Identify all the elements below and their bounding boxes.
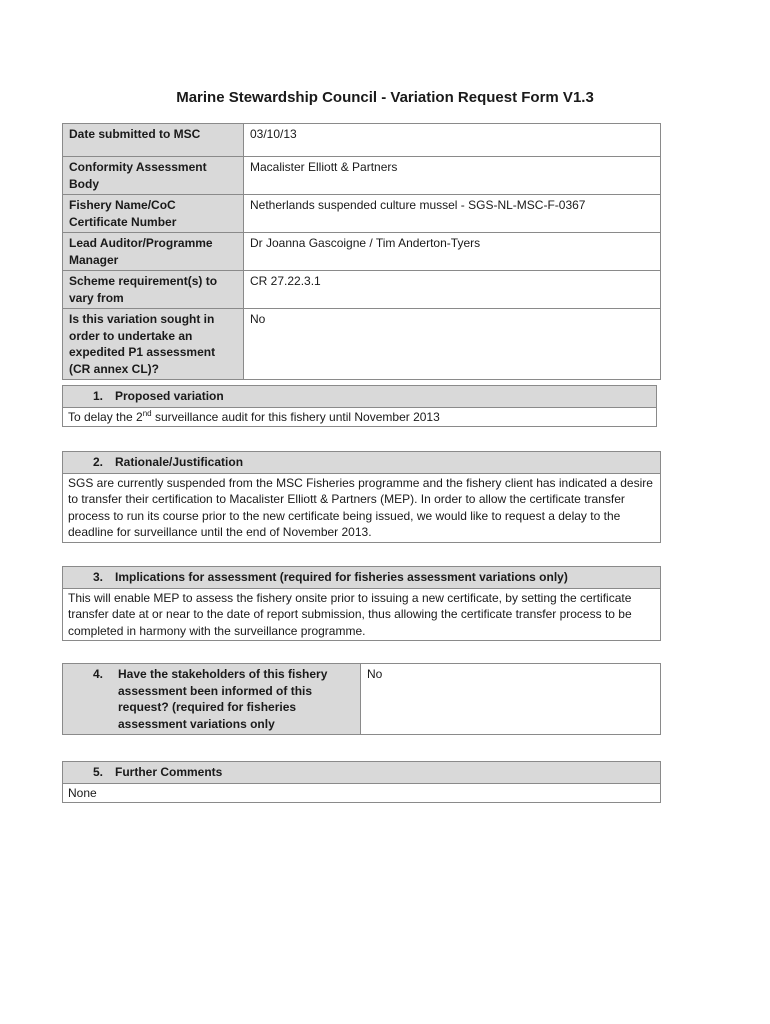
section-heading [63, 452, 661, 474]
table-row [63, 157, 661, 195]
submission-info-table [62, 123, 661, 380]
table-row [63, 271, 661, 309]
stakeholders-answer: No [361, 664, 661, 735]
section-heading-text: Implications for assessment (required for fisheries assessment variations only) [115, 570, 568, 584]
scheme-requirement-value: CR 27.22.3.1 [244, 271, 661, 309]
expedited-p1-label: Is this variation sought in order to undertake an expedited P1 assessment (CR annex CL)? [63, 309, 244, 380]
date-submitted-label: Date submitted to MSC [63, 124, 244, 157]
fishery-name-label: Fishery Name/CoC Certificate Number [63, 195, 244, 233]
stakeholders-question [63, 664, 361, 735]
section-number: 2. [93, 455, 104, 469]
section-heading-text: Proposed variation [115, 389, 224, 403]
rationale-section [62, 451, 661, 543]
conformity-body-label: Conformity Assessment Body [63, 157, 244, 195]
conformity-body-value: Macalister Elliott & Partners [244, 157, 661, 195]
section-heading [63, 762, 661, 784]
lead-auditor-label: Lead Auditor/Programme Manager [63, 233, 244, 271]
table-row [63, 309, 661, 380]
fishery-name-value: Netherlands suspended culture mussel - SGS-NL-MSC-F-0367 [244, 195, 661, 233]
table-row [63, 124, 661, 157]
rationale-text: SGS are currently suspended from the MSC Fisheries programme and the fishery client has indicated a desire to transfer their certification to Macalister Elliott & Partners (MEP). In order to allow the certificate transfer process to run its course prior to the new certificate being issued, we would like to request a delay to the deadline for surveillance until the end of November 2013. [63, 473, 661, 542]
expedited-p1-value: No [244, 309, 661, 380]
form-title: Marine Stewardship Council - Variation Request Form V1.3 [176, 89, 594, 106]
question-text: Have the stakeholders of this fishery assessment been informed of this request? (required for fisheries assessment variations only [118, 667, 328, 731]
section-number: 4. [93, 667, 104, 681]
section-heading-text: Rationale/Justification [115, 455, 244, 469]
implications-text: This will enable MEP to assess the fishery onsite prior to issuing a new certificate, by setting the certificate transfer date at or near to the date of report submission, thus allowing the certificate transfer process to be completed in harmony with the surveillance programme. [63, 588, 661, 641]
further-comments-text: None [63, 783, 661, 803]
date-submitted-value: 03/10/13 [244, 124, 661, 157]
scheme-requirement-label: Scheme requirement(s) to vary from [63, 271, 244, 309]
stakeholders-section [62, 663, 661, 735]
proposed-variation-section [62, 385, 657, 427]
text-superscript: nd [142, 408, 152, 418]
lead-auditor-value: Dr Joanna Gascoigne / Tim Anderton-Tyers [244, 233, 661, 271]
table-row [63, 195, 661, 233]
further-comments-section [62, 761, 661, 803]
text-part: surveillance audit for this fishery until November 2013 [151, 409, 440, 424]
section-number: 1. [93, 389, 104, 403]
proposed-variation-text [63, 407, 657, 427]
implications-section [62, 566, 661, 641]
section-number: 5. [93, 765, 104, 779]
section-heading [63, 567, 661, 589]
table-row [63, 233, 661, 271]
text-part: To delay the 2 [68, 409, 143, 424]
section-heading-text: Further Comments [115, 765, 223, 779]
section-number: 3. [93, 570, 104, 584]
section-heading [63, 386, 657, 408]
